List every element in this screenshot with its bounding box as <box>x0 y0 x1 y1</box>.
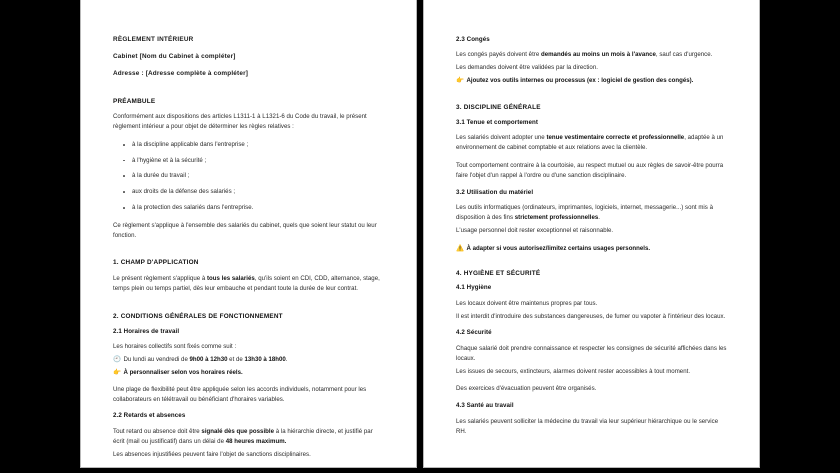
heading-conditions-generales: 2. CONDITIONS GÉNÉRALES DE FONCTIONNEMENT <box>113 312 283 320</box>
list-item: à la durée du travail ; <box>132 171 386 181</box>
materiel-warning-text: À adapter si vous autorisez/limitez certains usages personnels. <box>466 244 651 252</box>
horaires-clock-line <box>113 355 386 365</box>
securite-issues-secours: Les issues de secours, extincteurs, alarmes doivent rester accessibles à tout moment. <box>456 367 691 375</box>
text-emphasis: strictement professionnelles <box>514 213 599 221</box>
heading-hygiene-securite: 4. HYGIÈNE ET SÉCURITÉ <box>456 269 541 277</box>
preambule-bullet-list <box>113 140 386 213</box>
text-emphasis: 48 heures maximum. <box>225 437 287 445</box>
preambule-closing: Ce règlement s'applique à l'ensemble des salariés du cabinet, quels que soient leur statut ou leur fonction. <box>113 221 377 239</box>
text-fragment: . <box>598 213 600 221</box>
list-item: aux droits de la défense des salariés ; <box>132 187 386 197</box>
materiel-usage-personnel: L'usage personnel doit rester exceptionnel et raisonnable. <box>456 226 614 234</box>
conges-tip-text: Ajoutez vos outils internes ou processus (ex : logiciel de gestion des congés). <box>466 77 694 85</box>
champ-application-paragraph <box>113 274 386 294</box>
retards-absences-injustifiees: Les absences injustifiées peuvent faire l'objet de sanctions disciplinaires. <box>113 450 311 458</box>
warning-triangle-icon: ⚠️ <box>456 244 464 252</box>
heading-discipline-generale: 3. DISCIPLINE GÉNÉRALE <box>456 104 541 112</box>
spacer <box>113 302 386 313</box>
heading-horaires-travail: 2.1 Horaires de travail <box>113 327 180 335</box>
horaires-clock-text <box>123 355 287 365</box>
document-title <box>113 36 386 43</box>
hygiene-locaux: Les locaux doivent être maintenus propres par tous. <box>456 299 598 307</box>
securite-consignes: Chaque salarié doit prendre connaissance et respecter les consignes de sécurité affichées dans les locaux. <box>456 344 727 362</box>
text-fragment: , qu'ils soient en CDI, CDD, alternance, stage, temps plein ou temps partiel, dès leur embauche et pendant toute la durée de leur contrat. <box>113 275 380 292</box>
text-fragment: , adaptée à un environnement de cabinet comptable et aux relations avec la clientèle. <box>456 134 724 152</box>
horaires-intro: Les horaires collectifs sont fixés comme suit : <box>113 342 237 350</box>
heading-sante-travail: 4.3 Santé au travail <box>456 402 514 410</box>
horaires-tip-callout <box>113 368 386 378</box>
text-fragment: Les outils informatiques (ordinateurs, imprimantes, logiciels, internet, messagerie...) sont mis à disposition à des fins <box>456 204 713 221</box>
heading-tenue-comportement: 3.1 Tenue et comportement <box>456 118 538 126</box>
text-emphasis: tous les salariés <box>207 275 255 283</box>
text-fragment: Les salariés doivent adopter une <box>456 134 547 142</box>
text-fragment: Le présent règlement s'applique à <box>113 275 207 283</box>
tenue-comportement-paragraph: Tout comportement contraire à la courtoisie, au respect mutuel ou aux règles de savoir-être pourra faire l'objet d'un rappel à l'ordre ou d'une sanction disciplinaire. <box>456 161 724 179</box>
materiel-paragraph <box>456 203 729 223</box>
retards-paragraph <box>113 427 386 447</box>
text-fragment: , sauf cas d'urgence. <box>655 51 713 59</box>
heading-utilisation-materiel: 3.2 Utilisation du matériel <box>456 188 534 196</box>
sante-medecine-travail: Les salariés peuvent solliciter la médecine du travail via leur supérieur hiérarchique ou le service RH. <box>456 417 719 435</box>
horaires-flexibilite: Une plage de flexibilité peut être appliquée selon les accords individuels, notamment pour les collaborateurs en télétravail ou bénéficiant d'horaires variables. <box>113 385 367 403</box>
text-emphasis: 13h30 à 18h00 <box>244 355 286 363</box>
heading-conges: 2.3 Congés <box>456 36 490 43</box>
pointing-hand-icon: 👉 <box>113 368 121 376</box>
document-page-2 <box>424 0 759 467</box>
heading-champ-application: 1. CHAMP D'APPLICATION <box>113 259 199 267</box>
hygiene-interdictions: Il est interdit d'introduire des substances dangereuses, de fumer ou vapoter à l'intérieur des locaux. <box>456 312 726 320</box>
spacer <box>113 248 386 259</box>
text-fragment: Tout retard ou absence doit être <box>113 427 202 435</box>
horaires-tip-text: À personnaliser selon vos horaires réels. <box>123 368 243 376</box>
conges-tip-callout <box>456 76 729 86</box>
tenue-paragraph <box>456 133 729 153</box>
text-emphasis: tenue vestimentaire correcte et professionnelle <box>546 134 685 142</box>
text-emphasis: signalé dès que possible <box>201 427 275 435</box>
text-fragment: à la hiérarchie directe, et justifié par écrit (mail ou justificatif) dans un délai de <box>113 427 373 445</box>
conges-paragraph <box>456 50 729 60</box>
text-fragment: . <box>285 355 288 363</box>
cabinet-name: Cabinet [Nom du Cabinet à compléter] <box>113 52 236 60</box>
document-title-text: RÈGLEMENT INTÉRIEUR <box>113 36 194 43</box>
text-fragment: et de <box>227 355 245 363</box>
heading-hygiene: 4.1 Hygiène <box>456 284 492 292</box>
heading-retards-absences: 2.2 Retards et absences <box>113 412 186 420</box>
text-fragment: Du lundi au vendredi de <box>123 355 190 363</box>
spacer <box>456 93 729 104</box>
text-emphasis: 9h00 à 12h30 <box>189 355 228 363</box>
text-fragment: Les congés payés doivent être <box>456 51 541 59</box>
materiel-warning-callout <box>456 244 729 254</box>
spacer <box>113 87 386 98</box>
list-item: à la discipline applicable dans l'entreprise ; <box>132 140 386 150</box>
text-emphasis: demandés au moins un mois à l'avance <box>540 51 656 59</box>
heading-preambule: PRÉAMBULE <box>113 97 156 105</box>
list-item: à la protection des salariés dans l'entreprise. <box>132 203 386 213</box>
document-page-1 <box>81 0 416 467</box>
cabinet-address: Adresse : [Adresse complète à compléter] <box>113 69 249 77</box>
preambule-intro: Conformément aux dispositions des articles L1311-1 à L1321-6 du Code du travail, le présent règlement intérieur a pour objet de déterminer les règles relatives : <box>113 113 367 131</box>
list-item: à l'hygiène et à la sécurité ; <box>132 156 386 166</box>
clock-icon: 🕘 <box>113 355 121 363</box>
securite-exercices-evacuation: Des exercices d'évacuation peuvent être organisés. <box>456 385 597 393</box>
heading-securite: 4.2 Sécurité <box>456 329 492 337</box>
pointing-hand-icon: 👉 <box>456 77 464 85</box>
conges-validation: Les demandes doivent être validées par la direction. <box>456 64 598 72</box>
